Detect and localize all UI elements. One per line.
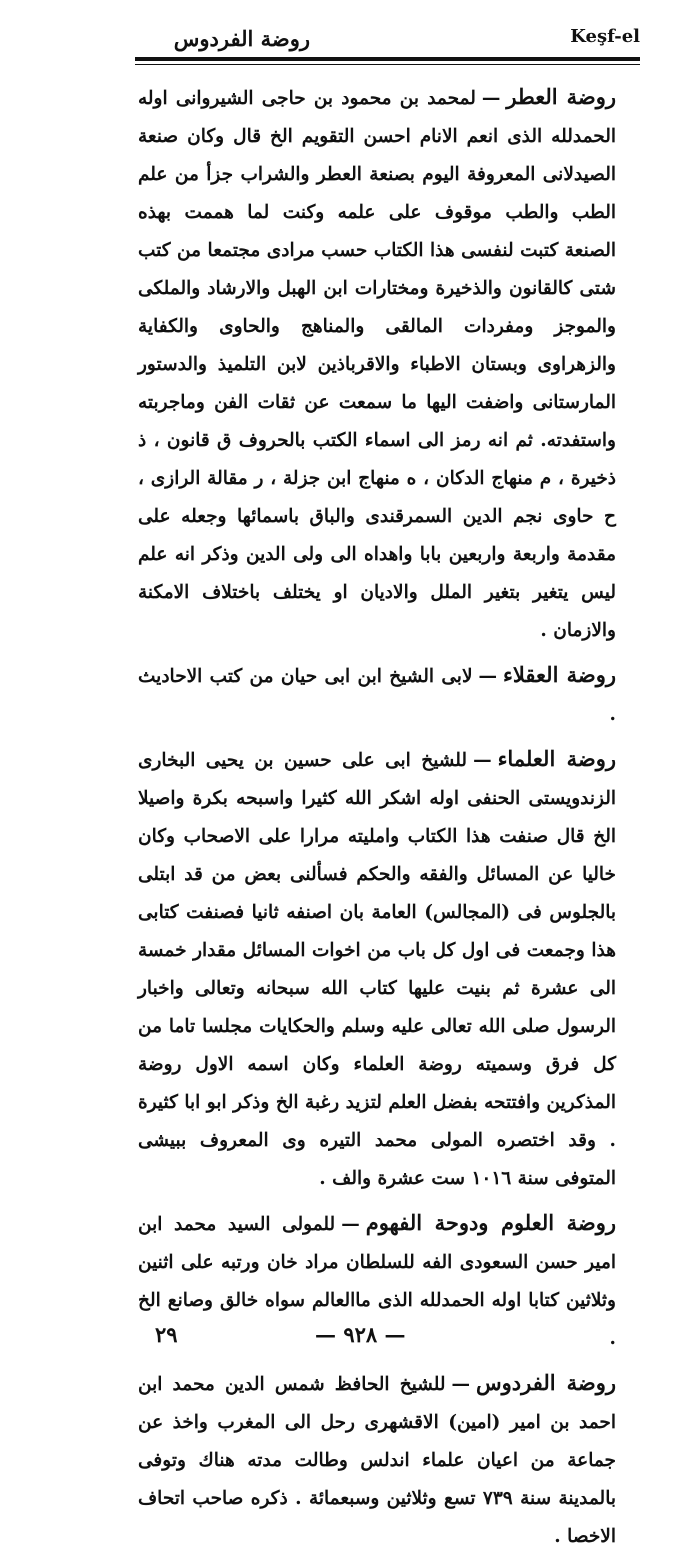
entry-body: للشيخ الحافظ شمس الدين محمد ابن احمد بن امير (امين) الاقشهرى رحل الى المغرب واخذ عن جماعة من اعيان علماء اندلس وطالت مدته هناك وتوفى بالمدينة سنة ٧٣٩ تسع وثلاثين وسبعمائة . ذكره صاحب اتحاف الاخصا . <box>138 1374 616 1547</box>
entry-body: لمحمد بن محمود بن حاجى الشيروانى اوله الحمدلله الذى انعم الانام احسن التقويم الخ قال وكان صنعة الصيدلانى المعروفة اليوم بصنعة العطر والشراب جزأ من علم الطب والطب موقوف على علمه وكنت لما هممت بهذه الصنعة كتبت لنفسى هذا الكتاب حسب مرادى مجتمعا من كتب شتى كالقانون والذخيرة ومختارات ابن الهبل والارشاد والملكى والموجز ومفردات المالقى والمناهج والحاوى والكفاية والزهراوى وبستان الاطباء والاقرباذين لابن التلميذ والدستور المارستانى واضفت اليها ما سمعت عن ثقات الفن وماجربته واستفدته. ثم انه رمز الى اسماء الكتب بالحروف ق قانون ، ذ ذخيرة ، م منهاج الدكان ، ه منهاج ابن جزلة ، ر مقالة الرازى ، ح حاوى نجم الدين السمرقندى والباق باسمائها وجعله على مقدمة واربعة واربعين بابا واهداه الى ولى الدين وذكر انه علم ليس يتغير بتغير الملل والاديان او يختلف باختلاف الامكنة والازمان . <box>138 88 616 641</box>
entry-body: لابى الشيخ ابن ابى حيان من كتب الاحاديث . <box>138 666 616 725</box>
entry-dash: — <box>451 1374 471 1395</box>
page-number: ٢٩ <box>155 1322 178 1347</box>
entry-dash: — <box>341 1214 360 1235</box>
entry-dash: — <box>481 88 501 109</box>
folio-number: — ٩٢٨ — <box>315 1322 406 1347</box>
header-rule-thick <box>135 57 640 61</box>
entry-title: روضة العلماء <box>497 746 616 771</box>
page-header <box>135 20 640 56</box>
entry-dash: — <box>478 666 498 687</box>
entry-title: روضة العلوم ودوحة الفهوم <box>365 1210 616 1235</box>
entry-title: روضة العقلاء <box>503 662 616 687</box>
entry-body: للشيخ ابى على حسين بن يحيى البخارى الزندويستى الحنفى اوله اشكر الله كثيرا واسبحه بكرة واصيلا الخ قال صنفت هذا الكتاب وامليته مرارا على الاصحاب وكان خاليا عن المسائل والفقه والحكم فسألنى بعض من قد ابتلى بالجلوس فى (المجالس) العامة بان اصنفه ثانيا فصنفت كتابى هذا وجمعت فى اول كل باب من اخوات المسائل مقدار خمسة الى عشرة ثم بنيت عليها كتاب الله سبحانه وتعالى واخبار الرسول صلى الله تعالى عليه وسلم والحكايات مجلسا تاما من كل فرق وسميته روضة العلماء وكان اسمه الاول روضة المذكرين وافتتحه بفضل العلم لتزيد رغبة الخ وذكر ابو ابا كثيرة . وقد اختصره المولى محمد التيره وى المعروف ببيشى المتوفى سنة ١٠١٦ ست عشرة والف . <box>138 750 616 1189</box>
page-footer <box>135 1318 640 1358</box>
entry-title: روضة العطر <box>506 84 616 109</box>
entry-rawdat-al-ulama <box>138 740 616 1198</box>
entry-dash: — <box>473 750 492 771</box>
entry-rawdat-al-itr <box>138 78 616 650</box>
entry-rawdat-al-uqala <box>138 656 616 734</box>
running-head: Keşf-el <box>570 26 640 47</box>
header-rule-thin <box>135 64 640 65</box>
entry-title: روضة الفردوس <box>476 1370 616 1395</box>
header-title: روضة الفردوس <box>173 26 310 51</box>
entry-body: للمولى السيد محمد ابن امير حسن السعودى الفه للسلطان مراد خان ورتبه على اثنين وثلاثين كتابا اوله الحمدلله الذى ماالعالم سواه خالق وصانع الخ . <box>138 1214 616 1349</box>
entry-rawdat-al-firdaws <box>138 1364 616 1556</box>
